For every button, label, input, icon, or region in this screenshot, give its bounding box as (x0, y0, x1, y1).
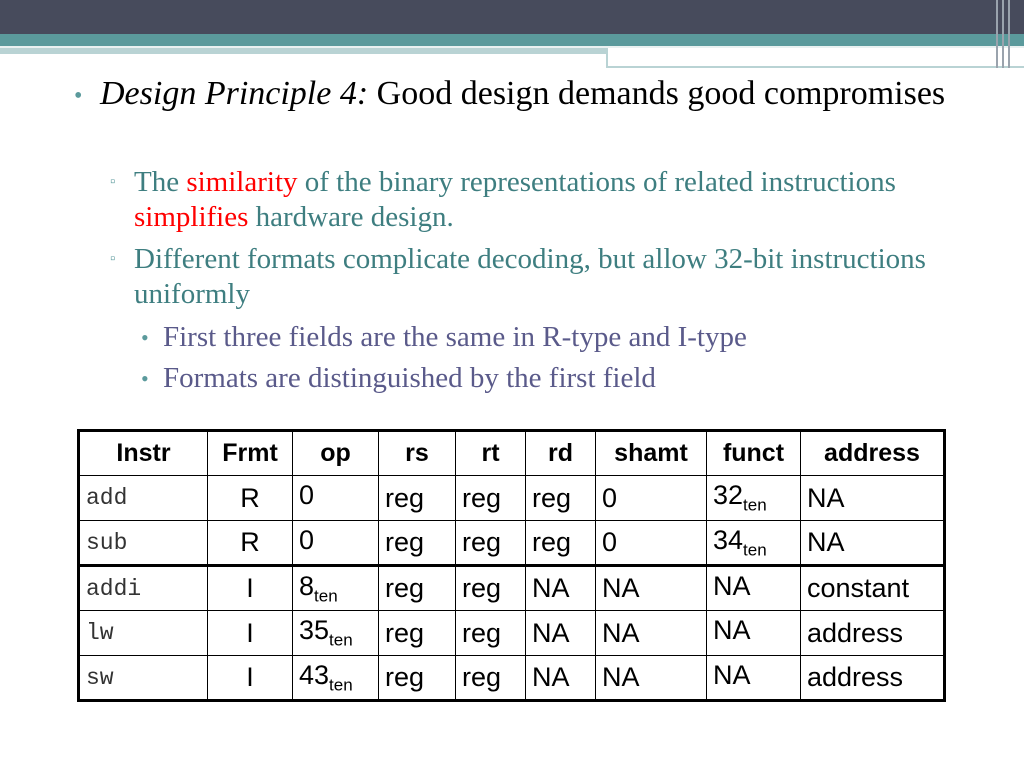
sub-sub-bullet-distinguish (141, 361, 983, 396)
cell-address: address (801, 611, 945, 656)
cell-address: NA (801, 521, 945, 566)
cell-rt: reg (456, 476, 526, 521)
cell-rt: reg (456, 611, 526, 656)
cell-rd: reg (526, 521, 596, 566)
column-header: shamt (596, 431, 707, 476)
cell-shamt: NA (596, 611, 707, 656)
header-stripe (996, 0, 998, 68)
text-segment: The (134, 166, 187, 198)
cell-rs: reg (379, 566, 456, 611)
header-corner-box (606, 48, 1024, 68)
header-stripe (1002, 0, 1004, 68)
cell-address: constant (801, 566, 945, 611)
cell-instr: lw (79, 611, 208, 656)
cell-funct: NA (707, 611, 801, 656)
cell-op: $43_{ten}$ (293, 656, 379, 701)
cell-frmt: R (208, 476, 293, 521)
cell-rd: NA (526, 566, 596, 611)
cell-frmt: I (208, 656, 293, 701)
cell-rs: reg (379, 476, 456, 521)
cell-op: $35_{ten}$ (293, 611, 379, 656)
sub-sub-bullet-fields (141, 320, 983, 355)
cell-op: $8_{ten}$ (293, 566, 379, 611)
cell-shamt: NA (596, 656, 707, 701)
fields-text: First three fields are the same in R-type and I-type (163, 321, 747, 353)
sub-bullet-similarity (110, 165, 954, 235)
cell-address: NA (801, 476, 945, 521)
column-header: op (293, 431, 379, 476)
table-row (79, 476, 945, 521)
bullet-small-dot-icon: • (141, 325, 149, 350)
cell-op: 0 (293, 476, 379, 521)
column-header: rt (456, 431, 526, 476)
cell-funct: $34_{ten}$ (707, 521, 801, 566)
cell-frmt: R (208, 521, 293, 566)
column-header: Frmt (208, 431, 293, 476)
cell-instr: addi (79, 566, 208, 611)
cell-instr: sub (79, 521, 208, 566)
instruction-format-table (77, 429, 946, 702)
column-header: Instr (79, 431, 208, 476)
cell-instr: sw (79, 656, 208, 701)
table-header-row (79, 431, 945, 476)
cell-funct: $32_{ten}$ (707, 476, 801, 521)
bullet-square-icon: ▫ (110, 251, 116, 267)
cell-rd: NA (526, 656, 596, 701)
column-header: address (801, 431, 945, 476)
column-header: rd (526, 431, 596, 476)
bullet-square-icon: ▫ (110, 174, 116, 190)
formats-text: Different formats complicate decoding, but allow 32-bit instructions uniformly (134, 243, 926, 310)
sub-bullet-formats (110, 242, 954, 312)
cell-frmt: I (208, 566, 293, 611)
cell-frmt: I (208, 611, 293, 656)
cell-rt: reg (456, 521, 526, 566)
cell-instr: add (79, 476, 208, 521)
cell-rt: reg (456, 656, 526, 701)
table-row (79, 656, 945, 701)
table-row (79, 611, 945, 656)
cell-rs: reg (379, 656, 456, 701)
text-segment: hardware design. (248, 201, 454, 233)
highlight-similarity: similarity (186, 166, 298, 198)
cell-rs: reg (379, 521, 456, 566)
bullet-small-dot-icon: • (141, 366, 149, 391)
principle-label: Design Principle 4: (100, 75, 369, 112)
highlight-simplifies: simplifies (134, 201, 249, 233)
header-stripe (1008, 0, 1010, 68)
cell-shamt: 0 (596, 476, 707, 521)
cell-rd: NA (526, 611, 596, 656)
cell-shamt: NA (596, 566, 707, 611)
cell-rs: reg (379, 611, 456, 656)
cell-shamt: 0 (596, 521, 707, 566)
cell-rt: reg (456, 566, 526, 611)
header-dark-band (0, 0, 1024, 34)
cell-funct: NA (707, 566, 801, 611)
cell-rd: reg (526, 476, 596, 521)
column-header: funct (707, 431, 801, 476)
column-header: rs (379, 431, 456, 476)
table-row (79, 566, 945, 611)
principle-bullet (74, 75, 980, 113)
table-row (79, 521, 945, 566)
cell-address: address (801, 656, 945, 701)
distinguish-text: Formats are distinguished by the first field (163, 362, 656, 394)
principle-text: Good design demands good compromises (376, 75, 946, 112)
cell-funct: NA (707, 656, 801, 701)
bullet-dot-icon: • (74, 83, 83, 109)
cell-op: 0 (293, 521, 379, 566)
text-segment: of the binary representations of related instructions (297, 166, 896, 198)
